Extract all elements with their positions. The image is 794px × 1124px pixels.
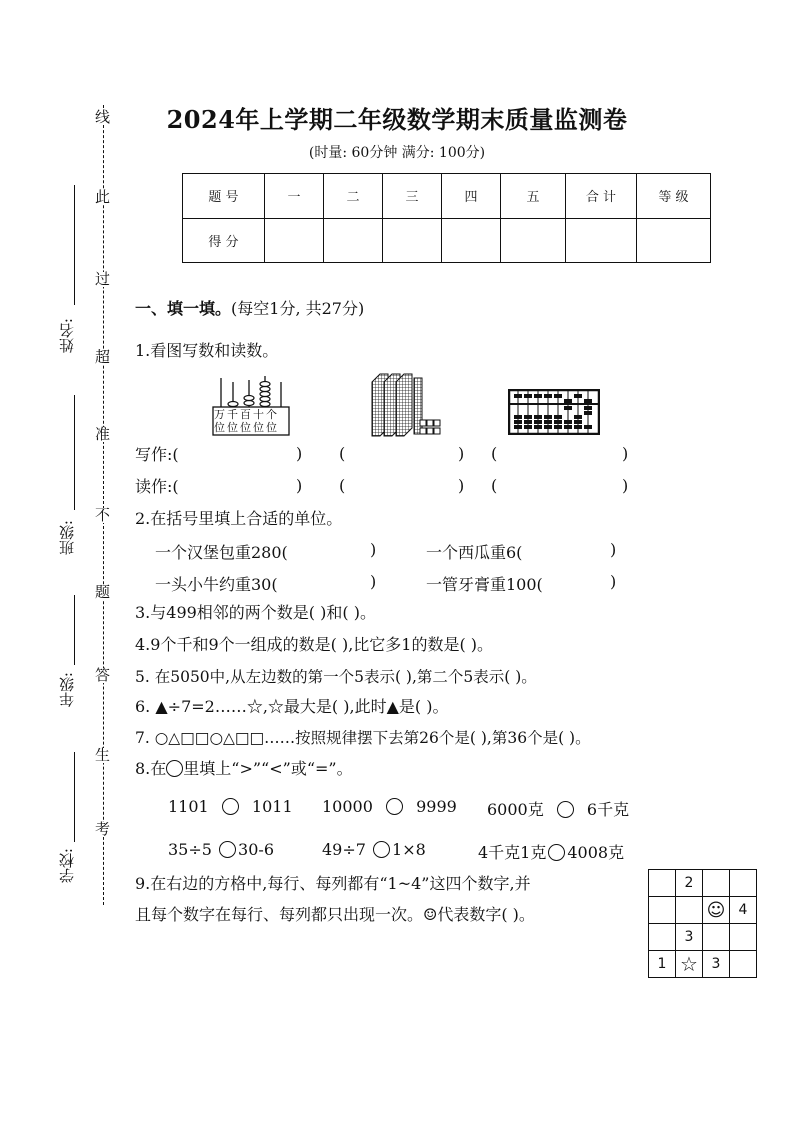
compare-left: 4千克1克: [478, 843, 547, 862]
score-table: [182, 173, 711, 263]
school-line: [74, 752, 75, 842]
q2b-close[interactable]: ): [610, 540, 617, 559]
class-line: [74, 395, 75, 510]
read-answer-3-close: ): [622, 476, 629, 495]
question-2a: [155, 540, 288, 563]
score-header-cell: 合 计: [566, 174, 637, 219]
compare-item: [168, 840, 274, 859]
counter-abacus-figure: [211, 374, 293, 438]
score-header-cell: 二: [324, 174, 383, 219]
circle-icon: [166, 760, 183, 777]
grid-row: [649, 951, 757, 978]
q2a-text: 一个汉堡包重280(: [155, 543, 288, 562]
compare-right: 9999: [416, 797, 457, 816]
question-4: 4.9个千和9个一组成的数是( ),比它多1的数是( )。: [135, 635, 494, 654]
grid-cell: [703, 924, 730, 951]
cut-char: 生: [95, 746, 111, 764]
cube-blocks-icon: [370, 372, 446, 438]
name-line: [74, 185, 75, 305]
score-cell[interactable]: [442, 218, 501, 263]
bead-abacus-figure: [508, 389, 600, 435]
abacus-label-top: 万千百十个: [214, 408, 279, 421]
score-cell[interactable]: [501, 218, 566, 263]
question-6: 6. ▲÷7=2……☆,☆最大是( ),此时▲是( )。: [135, 697, 449, 716]
grid-cell: [730, 924, 757, 951]
cut-char: 过: [95, 270, 111, 288]
compare-item: [322, 797, 457, 816]
write-row: [135, 444, 179, 466]
question-8: [135, 758, 353, 780]
score-header-cell: 题 号: [183, 174, 265, 219]
q2a-close[interactable]: ): [370, 540, 377, 559]
compare-circle[interactable]: [548, 844, 565, 861]
compare-left: 10000: [322, 797, 373, 816]
score-row-label: 得 分: [183, 218, 265, 263]
compare-item: [487, 797, 629, 820]
q8-post: 里填上“>”“<”或“=”。: [183, 759, 353, 778]
compare-circle[interactable]: [557, 801, 574, 818]
question-2d: [426, 572, 543, 595]
read-answer-3[interactable]: (: [491, 476, 498, 495]
question-7: 7. ○△□□○△□□……按照规律摆下去第26个是( ),第36个是( )。: [135, 729, 591, 747]
write-answer-3-close: ): [622, 444, 629, 463]
compare-right: 4008克: [567, 843, 625, 862]
bead-abacus-icon: [508, 389, 600, 435]
read-answer-2-close: ): [458, 476, 465, 495]
write-answer-2[interactable]: (: [339, 444, 346, 463]
grid-cell: 3: [703, 951, 730, 978]
cut-char: 不: [95, 506, 111, 524]
write-answer-3[interactable]: (: [491, 444, 498, 463]
cut-line: [103, 105, 104, 905]
blocks-figure: [370, 372, 446, 438]
compare-circle[interactable]: [373, 841, 390, 858]
cut-char: 线: [95, 108, 111, 126]
section-heading: [135, 296, 364, 319]
compare-circle[interactable]: [222, 798, 239, 815]
compare-left: 6000克: [487, 800, 544, 819]
question-9-line-1: 9.在右边的方格中,每行、每列都有“1~4”这四个数字,并: [135, 874, 531, 893]
star-cell: ☆: [676, 951, 703, 978]
section-note: (每空1分, 共27分): [231, 299, 365, 318]
question-5: 5. 在5050中,从左边数的第一个5表示( ),第二个5表示( )。: [135, 668, 537, 686]
score-header-row: [183, 174, 711, 219]
page-subtitle: (时量: 60分钟 满分: 100分): [308, 145, 486, 161]
compare-circle[interactable]: [219, 841, 236, 858]
write-answer-1[interactable]: ): [296, 444, 303, 463]
grid-cell: 4: [730, 897, 757, 924]
q2c-close[interactable]: ): [370, 572, 377, 591]
score-cell[interactable]: [637, 218, 711, 263]
question-2c: [155, 572, 278, 595]
question-2b: [426, 540, 522, 563]
grid-cell: [676, 897, 703, 924]
grid-cell: 2: [676, 870, 703, 897]
smiley-cell: ☺: [703, 897, 730, 924]
grid-cell: [703, 870, 730, 897]
compare-right: 1×8: [392, 840, 426, 859]
grid-cell: [730, 951, 757, 978]
compare-left: 1101: [168, 797, 209, 816]
question-2: 2.在括号里填上合适的单位。: [135, 509, 343, 528]
cut-char: 考: [95, 820, 111, 838]
question-1: 1.看图写数和读数。: [135, 341, 279, 360]
grid-cell: 3: [676, 924, 703, 951]
cut-char: 准: [95, 425, 111, 443]
compare-left: 49÷7: [322, 840, 366, 859]
cut-char: 题: [95, 583, 111, 601]
grid-row: [649, 924, 757, 951]
score-cell[interactable]: [265, 218, 324, 263]
score-cell[interactable]: [324, 218, 383, 263]
compare-item: [322, 840, 426, 859]
question-3: 3.与499相邻的两个数是( )和( )。: [135, 603, 376, 622]
read-row: [135, 476, 179, 498]
score-header-cell: 三: [383, 174, 442, 219]
read-answer-1[interactable]: ): [296, 476, 303, 495]
grade-line: [74, 595, 75, 665]
write-answer-2-close: ): [458, 444, 465, 463]
section-title: 一、填一填。: [135, 299, 232, 318]
q2d-close[interactable]: ): [610, 572, 617, 591]
page-title: 2024年上学期二年级数学期末质量监测卷: [166, 105, 628, 134]
compare-item: [478, 840, 624, 863]
grade-label: 年级:: [58, 672, 76, 708]
compare-item: [168, 797, 293, 816]
grid-cell: 1: [649, 951, 676, 978]
score-cell[interactable]: [383, 218, 442, 263]
write-label: 写作:(: [135, 445, 179, 464]
q2b-text: 一个西瓜重6(: [426, 543, 523, 562]
read-answer-2[interactable]: (: [339, 476, 346, 495]
abacus-label-bottom: 位位位位位: [214, 421, 279, 434]
school-label: 学校:: [58, 848, 76, 884]
score-header-cell: 五: [501, 174, 566, 219]
q2d-text: 一管牙膏重100(: [426, 575, 543, 594]
score-header-cell: 等 级: [637, 174, 711, 219]
grid-cell: [649, 870, 676, 897]
cut-char: 超: [95, 348, 111, 366]
question-9-line-2: 且每个数字在每行、每列都只出现一次。☺代表数字( )。: [135, 905, 535, 924]
cut-char: 此: [95, 188, 111, 206]
q2c-text: 一头小牛约重30(: [155, 575, 278, 594]
score-header-cell: 四: [442, 174, 501, 219]
q8-pre: 8.在: [135, 759, 167, 778]
compare-right: 30-6: [238, 840, 274, 859]
score-value-row: [183, 218, 711, 263]
grid-row: [649, 897, 757, 924]
grid-cell: [649, 897, 676, 924]
class-label: 班级:: [58, 520, 76, 556]
name-label: 姓名:: [58, 318, 76, 354]
compare-right: 1011: [251, 797, 293, 816]
cut-char: 答: [95, 666, 111, 684]
score-cell[interactable]: [566, 218, 637, 263]
grid-cell: [649, 924, 676, 951]
sudoku-grid: [648, 869, 757, 978]
grid-row: [649, 870, 757, 897]
compare-right: 6千克: [586, 800, 630, 819]
compare-circle[interactable]: [386, 798, 403, 815]
score-header-cell: 一: [265, 174, 324, 219]
read-label: 读作:(: [135, 477, 179, 496]
grid-cell: [730, 870, 757, 897]
compare-left: 35÷5: [168, 840, 212, 859]
